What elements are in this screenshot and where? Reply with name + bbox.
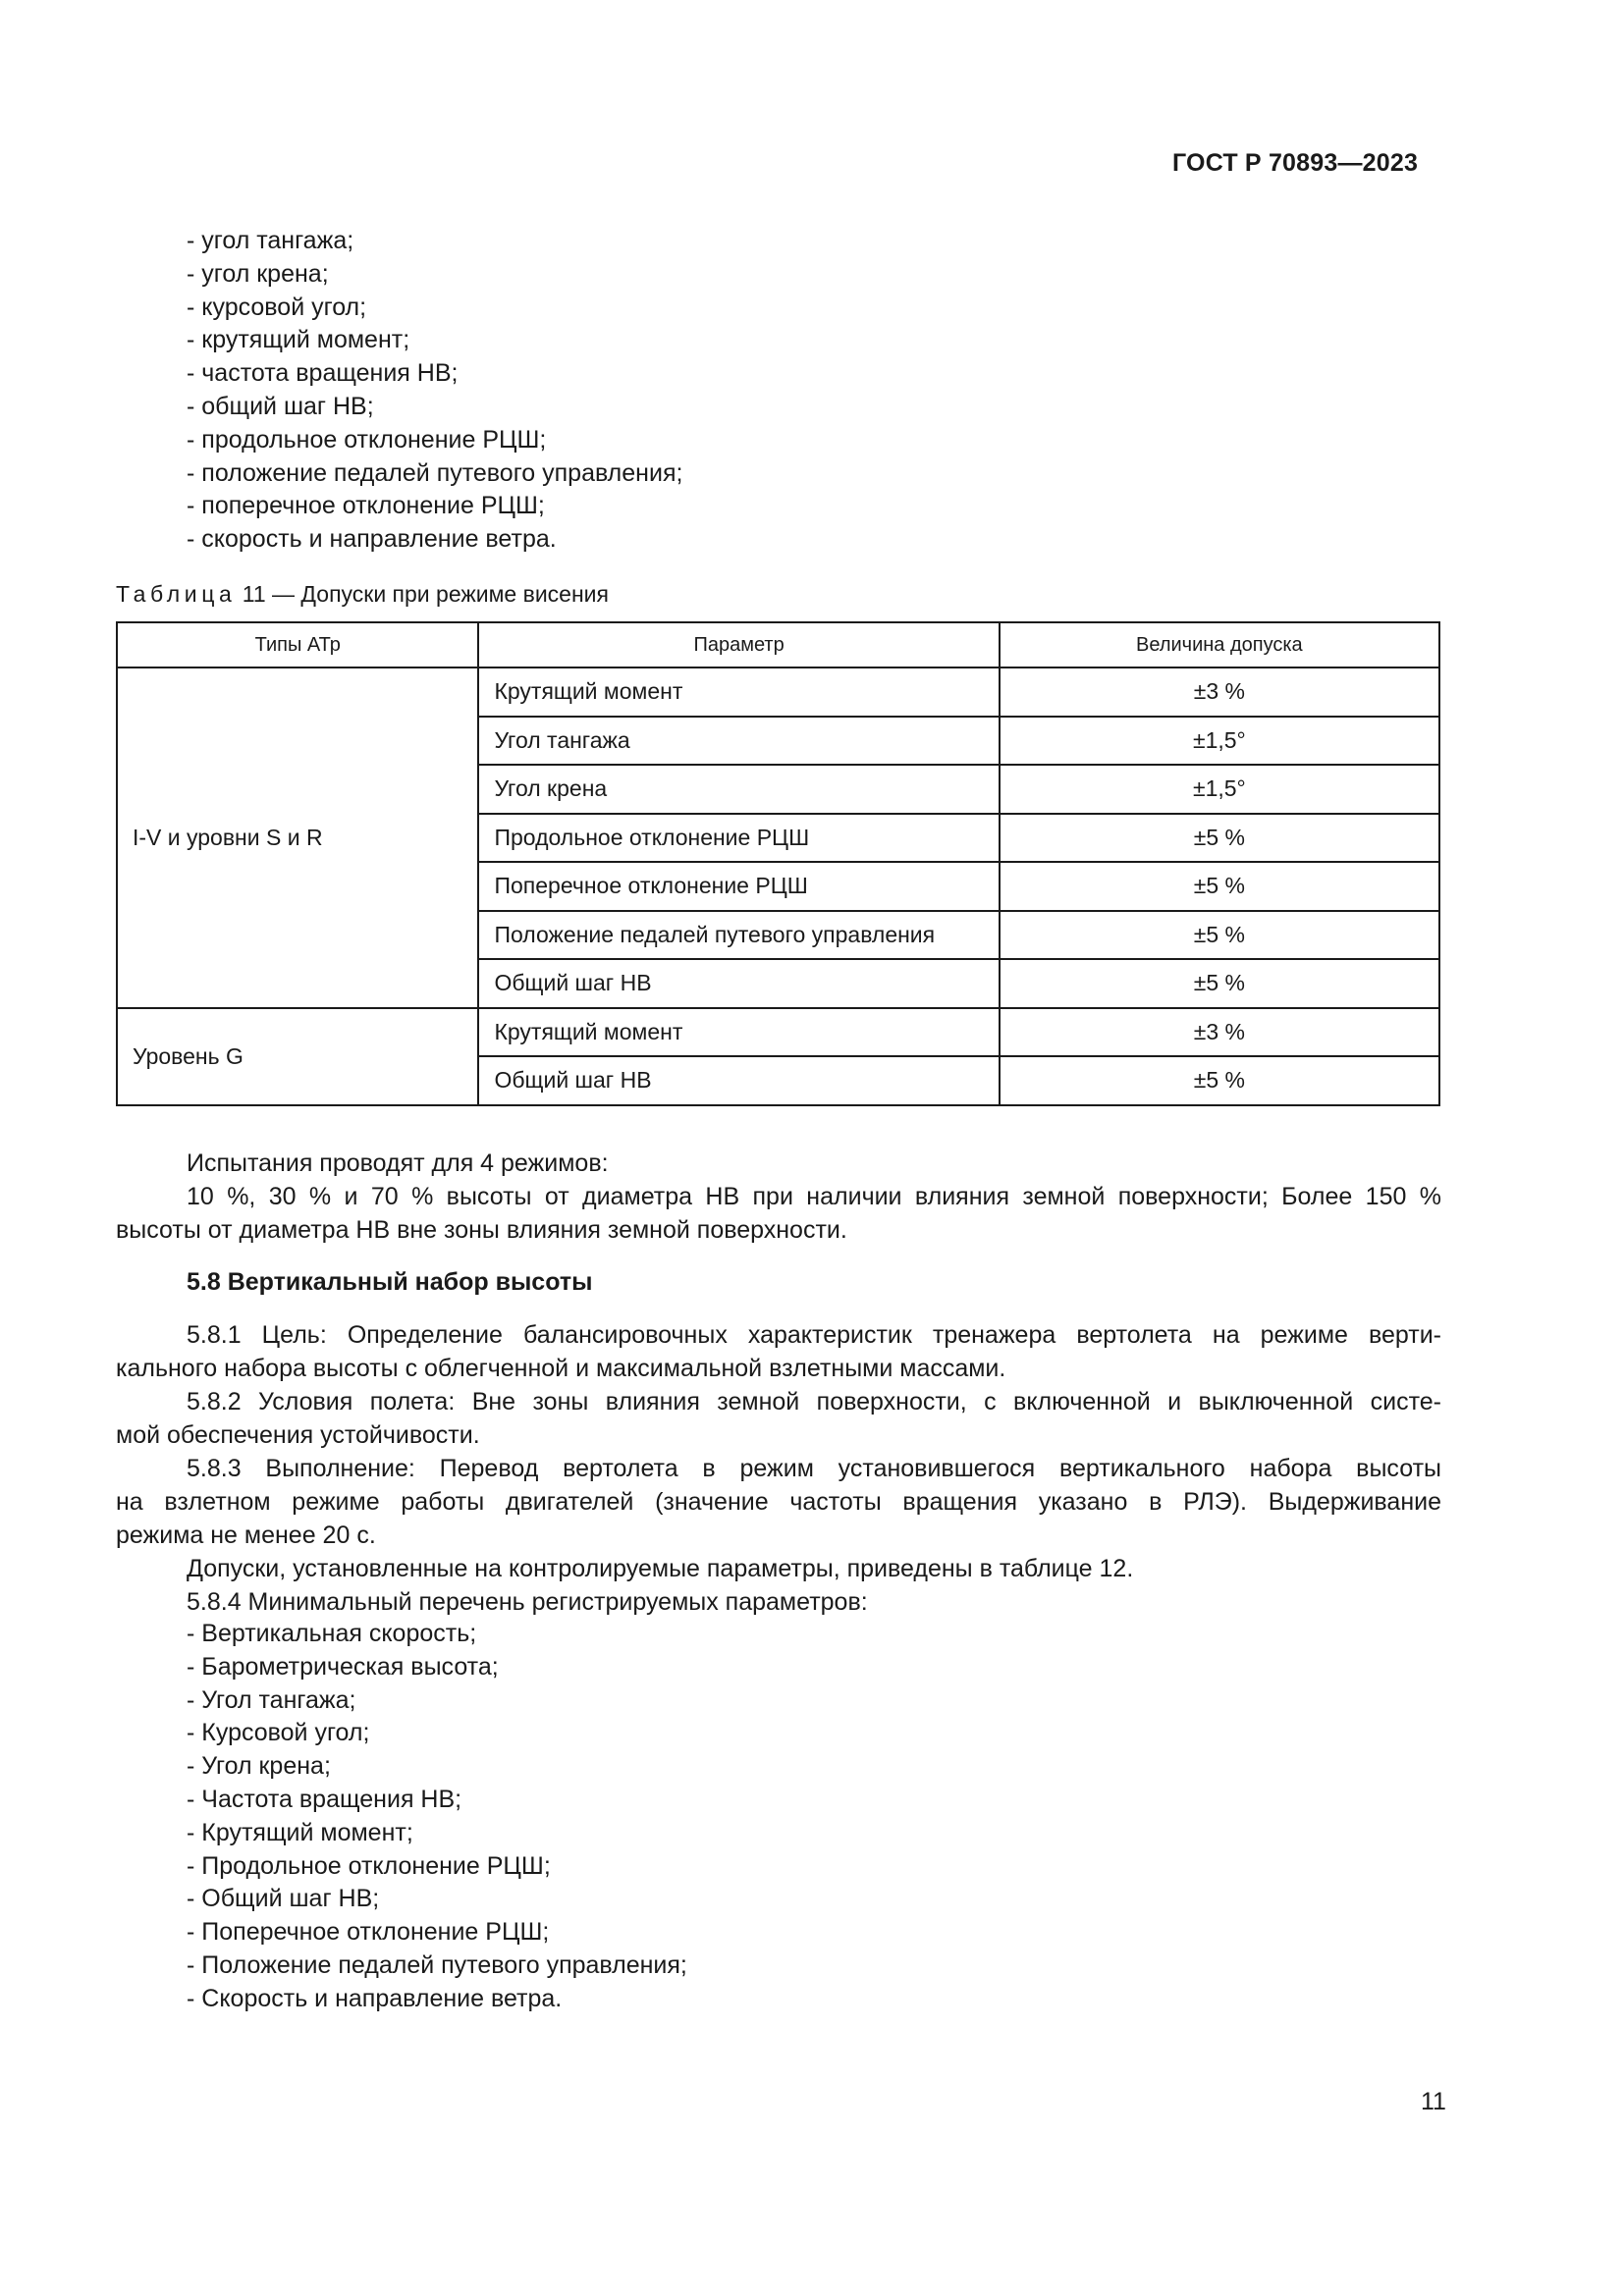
header-parameter: Параметр	[478, 622, 999, 667]
tolerance-cell: ±3 %	[1000, 667, 1439, 717]
parameter-cell: Общий шаг НВ	[478, 1056, 999, 1105]
tolerance-cell: ±5 %	[1000, 1056, 1439, 1105]
parameter-cell: Угол крена	[478, 765, 999, 814]
list-item: - частота вращения НВ;	[116, 357, 1441, 391]
list-item: - Угол крена;	[116, 1750, 1441, 1784]
paragraph-line: режима не менее 20 с.	[116, 1522, 376, 1549]
list-item: - курсовой угол;	[116, 292, 1441, 325]
list-item: - Крутящий момент;	[116, 1817, 1441, 1850]
type-cell: Уровень G	[117, 1008, 478, 1105]
section-body	[116, 1318, 1441, 1619]
list-item: - Скорость и направление ветра.	[116, 1983, 1441, 2016]
parameter-cell: Общий шаг НВ	[478, 959, 999, 1008]
page-number: 11	[1421, 2088, 1446, 2115]
table-header-row	[117, 622, 1439, 667]
tolerance-table	[116, 621, 1440, 1106]
list-item: - продольное отклонение РЦШ;	[116, 424, 1441, 457]
list-item: - положение педалей путевого управления;	[116, 457, 1441, 491]
paragraph-line: 5.8.1 Цель: Определение балансировочных характеристик тренажера вертолета на режиме верти-	[187, 1321, 1441, 1349]
tolerance-cell: ±1,5°	[1000, 717, 1439, 766]
list-item: - Частота вращения НВ;	[116, 1784, 1441, 1817]
paragraph-line: мой обеспечения устойчивости.	[116, 1421, 480, 1449]
tests-intro: Испытания проводят для 4 режимов:	[187, 1149, 609, 1177]
parameter-cell: Положение педалей путевого управления	[478, 911, 999, 960]
table-caption-text: 11 — Допуски при режиме висения	[236, 581, 609, 607]
list-item: - Вертикальная скорость;	[116, 1618, 1441, 1651]
list-item: - Угол тангажа;	[116, 1684, 1441, 1718]
list-item: - крутящий момент;	[116, 324, 1441, 357]
list-item: - поперечное отклонение РЦШ;	[116, 490, 1441, 523]
list-item: - угол крена;	[116, 258, 1441, 292]
tolerance-cell: ±5 %	[1000, 959, 1439, 1008]
paragraph-line: на взлетном режиме работы двигателей (значение частоты вращения указано в РЛЭ). Выдерживание	[116, 1488, 1441, 1516]
parameter-cell: Продольное отклонение РЦШ	[478, 814, 999, 863]
table-caption-label: Таблица	[116, 581, 237, 607]
list-item: - Курсовой угол;	[116, 1717, 1441, 1750]
parameter-cell: Крутящий момент	[478, 667, 999, 717]
parameter-list-climb	[116, 1618, 1441, 2016]
tolerance-cell: ±5 %	[1000, 862, 1439, 911]
tests-line: 10 %, 30 % и 70 % высоты от диаметра НВ при наличии влияния земной поверхности; Более 150 %	[187, 1183, 1441, 1210]
type-cell: I-V и уровни S и R	[117, 667, 478, 1008]
section-title: 5.8 Вертикальный набор высоты	[187, 1268, 593, 1296]
tolerance-cell: ±5 %	[1000, 911, 1439, 960]
list-item: - Продольное отклонение РЦШ;	[116, 1850, 1441, 1884]
list-item: - Поперечное отклонение РЦШ;	[116, 1916, 1441, 1949]
list-item: - угол тангажа;	[116, 225, 1441, 258]
header-tolerance: Величина допуска	[1000, 622, 1439, 667]
paragraph-line: 5.8.2 Условия полета: Вне зоны влияния земной поверхности, с включенной и выключенной систе-	[187, 1388, 1441, 1415]
tolerance-cell: ±5 %	[1000, 814, 1439, 863]
tests-line: высоты от диаметра НВ вне зоны влияния земной поверхности.	[116, 1216, 847, 1244]
list-item: - Положение педалей путевого управления;	[116, 1949, 1441, 1983]
parameter-cell: Угол тангажа	[478, 717, 999, 766]
table-caption	[116, 581, 609, 608]
table-row	[117, 1008, 1439, 1057]
tolerance-cell: ±1,5°	[1000, 765, 1439, 814]
list-item: - скорость и направление ветра.	[116, 523, 1441, 557]
parameter-cell: Поперечное отклонение РЦШ	[478, 862, 999, 911]
parameter-list-hover	[116, 225, 1441, 557]
list-item: - Общий шаг НВ;	[116, 1883, 1441, 1916]
tests-paragraph	[116, 1147, 1441, 1247]
tolerance-cell: ±3 %	[1000, 1008, 1439, 1057]
paragraph-line: Допуски, установленные на контролируемые параметры, приведены в таблице 12.	[187, 1555, 1134, 1582]
paragraph-line: кального набора высоты с облегченной и максимальной взлетными массами.	[116, 1355, 1006, 1382]
document-header: ГОСТ Р 70893—2023	[1172, 149, 1419, 177]
list-item: - Барометрическая высота;	[116, 1651, 1441, 1684]
paragraph-line: 5.8.4 Минимальный перечень регистрируемых параметров:	[187, 1588, 868, 1616]
paragraph-line: 5.8.3 Выполнение: Перевод вертолета в режим установившегося вертикального набора высоты	[187, 1455, 1441, 1482]
header-type: Типы АТр	[117, 622, 478, 667]
parameter-cell: Крутящий момент	[478, 1008, 999, 1057]
table-row	[117, 667, 1439, 717]
list-item: - общий шаг НВ;	[116, 391, 1441, 424]
